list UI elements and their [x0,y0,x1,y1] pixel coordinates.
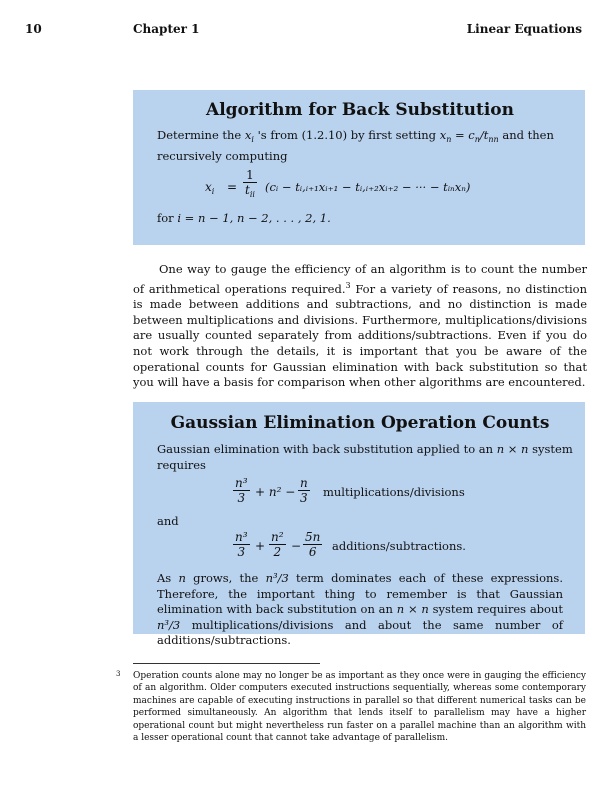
paragraph-text-b: For a variety of reasons, no distinction is made between additions and subtractions, and no distinction is made between multiplications and divisions. Furthermore, multiplications/divisions are usually counted separately from additions/subtractions. Even if you do not work through the details, it is important that you be aware of the operational counts for Gaussian elimination with back substitution so that you will have a basis for comparison when other algorithms are encountered. [133,281,587,390]
f2-frac-c [303,530,322,559]
chapter-label: Chapter 1 [133,22,200,36]
f2-c-den: 6 [308,545,317,559]
f2-a-num: n³ [235,530,248,544]
operation-counts-title: Gaussian Elimination Operation Counts [170,413,550,433]
for-line-pre: for [157,211,178,225]
closing-a: grows, the [185,571,266,585]
box2-closing [157,571,563,649]
f2-frac-a [233,530,250,559]
f2-c-num: 5n [305,530,321,544]
f1-frac-a [233,476,250,505]
intro-pre: Gaussian elimination with back substitution applied to an [157,442,497,456]
closing-n3b: n³/3 [157,617,181,632]
back-substitution-box [133,90,585,245]
f2-frac-b [269,530,286,559]
intro-post: system [528,442,573,456]
back-substitution-title: Algorithm for Back Substitution [206,100,514,120]
formula-lhs [205,179,214,200]
closing-pre: As [157,571,179,585]
xn-sub: n [446,135,452,144]
paragraph-text-a: One way to gauge the efficiency of an algorithm is to count the number of arithmetical operations required. [133,262,587,296]
page-header [0,22,610,38]
f2-b-num: n² [271,530,284,544]
formula-fraction [243,168,257,202]
tnn-sub: nn [488,135,499,144]
footnote-ref[interactable]: 3 [345,280,351,290]
cn-var: = c [451,128,475,142]
box1-line1-pre: Determine the [157,128,245,142]
formula-den-t: t [245,183,250,197]
formula-lhs-sub: i [211,187,215,196]
box1-line2: recursively computing [157,149,288,163]
formula-add-sub [157,529,563,571]
box2-and: and [157,514,179,528]
xi-sub: i [251,135,254,144]
box1-line1 [157,127,563,148]
footnote-mark: 3 [116,670,121,678]
intro-math: n × n [496,442,529,456]
footnote [116,670,586,744]
closing-n: n [178,571,186,585]
formula-den-sub: ii [249,190,255,199]
f2-op1: + [255,539,266,553]
f2-b-den: 2 [273,545,282,559]
f1-a-den: 3 [237,491,246,505]
closing-nxn: n × n [396,602,429,616]
formula-rhs: (cᵢ − tᵢ,ᵢ₊₁xᵢ₊₁ − tᵢ,ᵢ₊₂xᵢ₊₂ − ··· − tᵢₙxₙ) [265,180,471,194]
closing-b: term dominates each of these expressions. Therefore, the important thing to remember is that Gaussian elimination with back substitution on an [157,571,563,616]
cn-sub: n [474,135,480,144]
box2-requires: requires [157,458,206,472]
box2-intro [157,441,573,457]
box1-line1-mid: 's from (1.2.10) by first setting [253,128,440,142]
back-substitution-formula [157,164,563,210]
section-label: Linear Equations [466,22,582,36]
f1-mid: + n² − [255,485,296,499]
formula-denominator [243,183,257,202]
for-line-math: i = n − 1, n − 2, . . . , 2, 1. [177,211,331,225]
closing-n3: n³/3 [265,571,289,585]
formula-lhs-x: x [205,180,212,194]
f2-a-den: 3 [237,545,246,559]
box1-for-line [157,210,563,226]
f1-label: multiplications/divisions [323,485,465,499]
formula-equals: = [227,180,238,194]
xi-var: x [244,128,252,142]
xn-var: x [439,128,447,142]
closing-c: system requires about [428,602,563,616]
closing-d: multiplications/divisions and about the same number of additions/subtractions. [157,617,563,647]
footnote-rule [133,663,320,664]
page-number: 10 [25,22,42,36]
f2-label: additions/subtractions. [332,539,466,553]
f1-b-num: n [300,476,308,490]
f2-op2: − [291,539,302,553]
f1-a-num: n³ [235,476,248,490]
footnote-text: Operation counts alone may no longer be as important as they once were in gauging the efficiency of an algorithm. Older computers executed instructions sequentially, whereas some contemporary machines are capable of executing instructions in parallel so that different numerical tasks can be performed simultaneously. An algorithm that lends itself to parallelism may have a higher operational count but might nevertheless run faster on a parallel machine than an algorithm with a lesser operational count that cannot take advantage of parallelism. [133,671,586,744]
operation-counts-box [133,402,585,647]
f1-frac-b [298,476,310,505]
box1-line1-post: and then [498,128,554,142]
tnn-var: /t [479,128,489,142]
formula-numerator: 1 [243,168,257,183]
formula-mult-div [157,473,563,513]
body-paragraph [133,262,587,391]
f1-b-den: 3 [300,491,308,505]
